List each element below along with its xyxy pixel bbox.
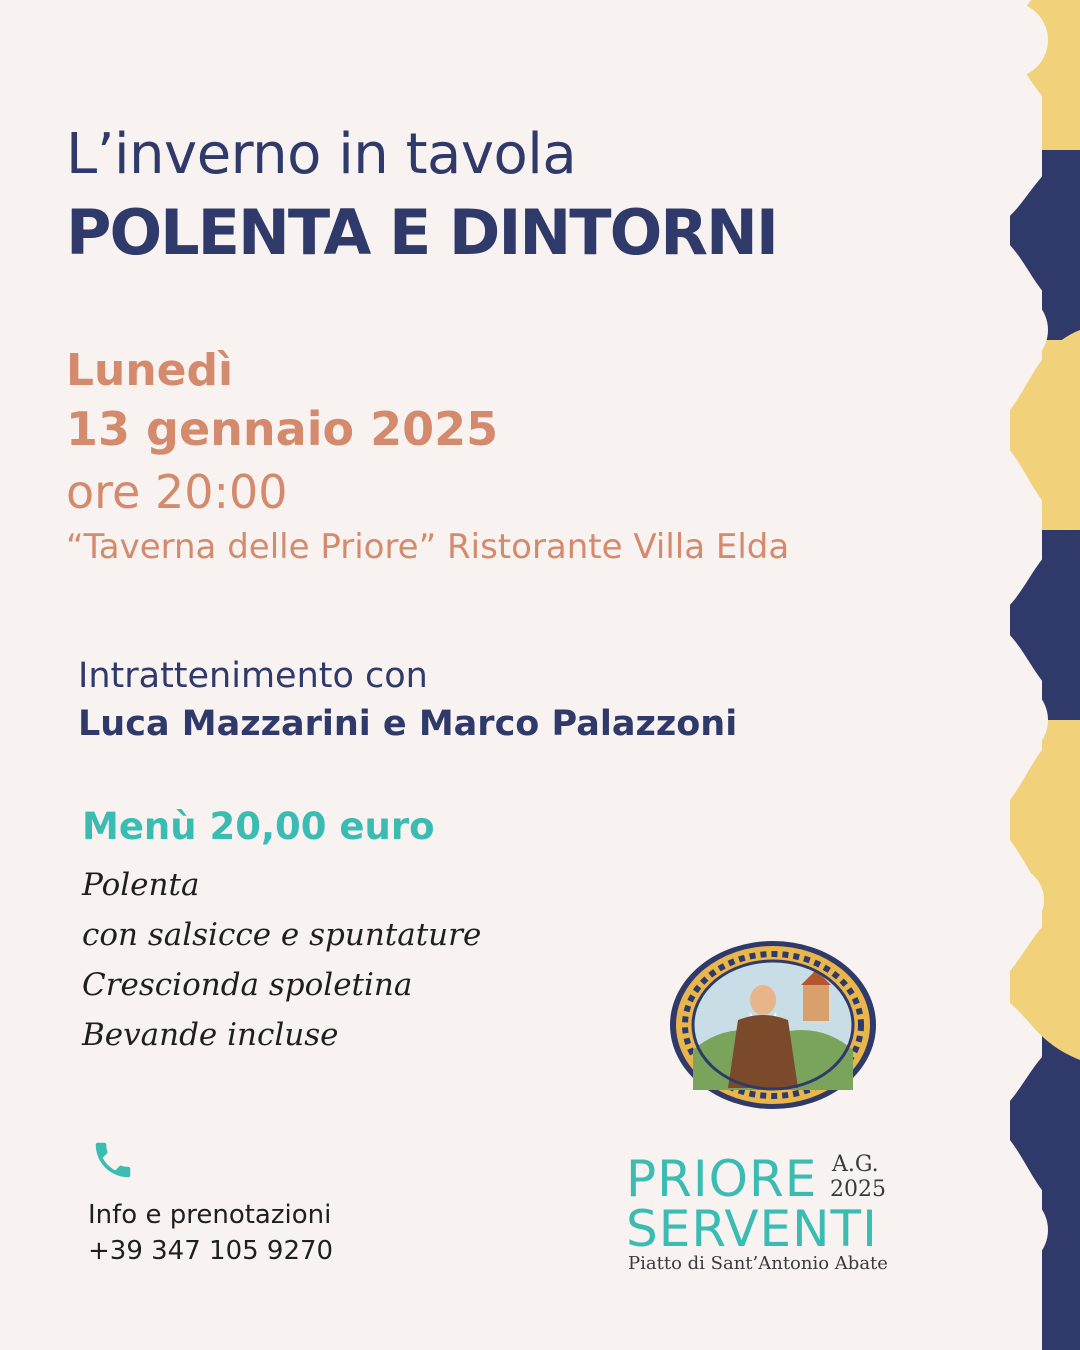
menu-title: Menù 20,00 euro (82, 805, 435, 848)
event-date: 13 gennaio 2025 (66, 402, 499, 456)
scalloped-border (970, 0, 1080, 1350)
contact-phone[interactable]: +39 347 105 9270 (88, 1236, 334, 1266)
event-venue: “Taverna delle Priore” Ristorante Villa Elda (66, 527, 790, 567)
menu-item: Crescionda spoletina (82, 967, 413, 1003)
logo-line2: SERVENTI (626, 1200, 878, 1258)
menu-list (82, 860, 481, 1060)
entertainment-label: Intrattenimento con (78, 656, 428, 696)
phone-icon (90, 1134, 136, 1186)
menu-item: Polenta (82, 867, 200, 903)
contact-label: Info e prenotazioni (88, 1200, 332, 1230)
menu-item: Bevande incluse (82, 1017, 339, 1053)
event-weekday: Lunedì (66, 345, 234, 396)
menu-item: con salsicce e spuntature (82, 917, 482, 953)
saint-plate-image (668, 940, 878, 1110)
event-subtitle: L’inverno in tavola (66, 122, 577, 187)
logo-ag: A.G. (832, 1152, 879, 1177)
logo-tagline: Piatto di Sant’Antonio Abate (628, 1253, 888, 1274)
entertainment-performers: Luca Mazzarini e Marco Palazzoni (78, 704, 738, 744)
logo-line1: PRIORE (626, 1150, 818, 1208)
logo-year: 2025 (830, 1177, 886, 1202)
event-title: POLENTA E DINTORNI (66, 196, 777, 269)
event-time: ore 20:00 (66, 465, 288, 519)
